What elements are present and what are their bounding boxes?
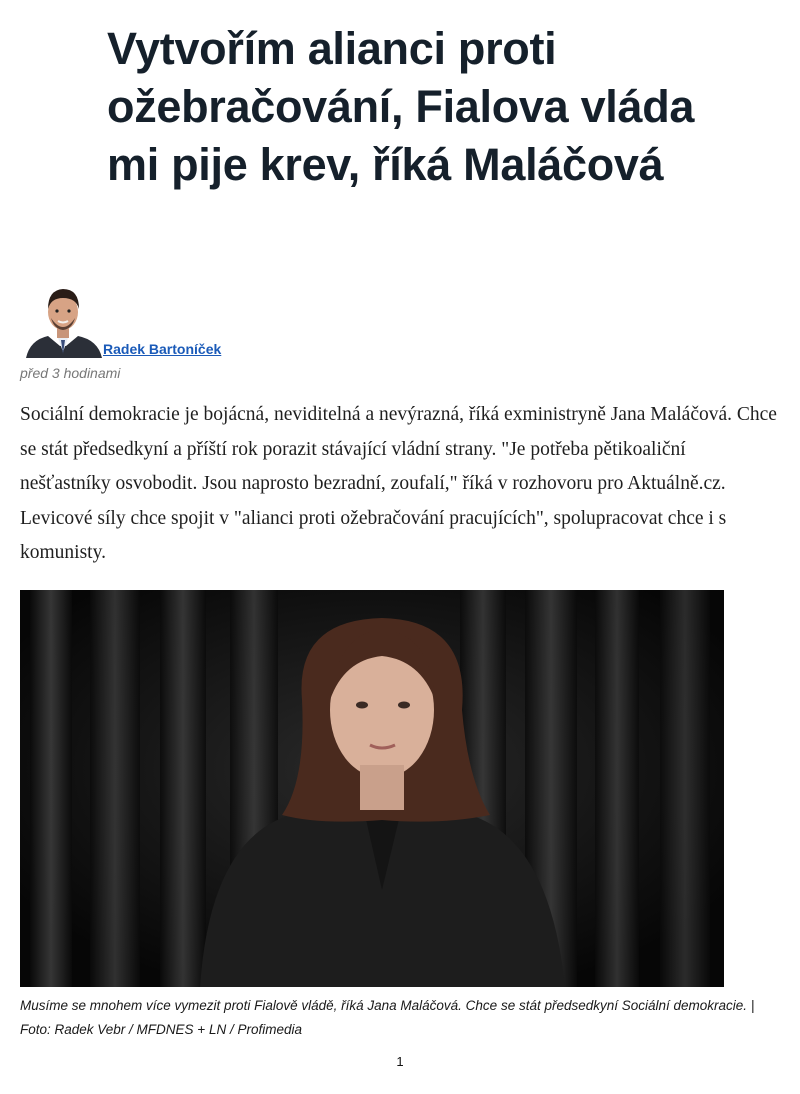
article-photo — [20, 590, 724, 987]
author-portrait-icon — [22, 276, 104, 358]
page-number: 1 — [396, 1054, 404, 1069]
article-title: Vytvořím alianci proti ožebračování, Fialova vláda mi pije krev, říká Maláčová — [107, 23, 695, 190]
author-link[interactable]: Radek Bartoníček — [103, 341, 222, 357]
photo-caption: Musíme se mnohem více vymezit proti Fialově vládě, říká Jana Maláčová. Chce se stát předsedkyní Sociální demokracie. | Foto: Radek Vebr / MFDNES + LN / Profimedia — [20, 998, 755, 1037]
publish-time: před 3 hodinami — [20, 365, 121, 381]
portrait-photo-icon — [20, 590, 724, 987]
article-lead: Sociální demokracie je bojácná, neviditelná a nevýrazná, říká exministryně Jana Maláčová. Chce se stát předsedkyní a příští rok porazit stávající vládní strany. "Je potřeba pětikoaliční nešťastníky osvobodit. Jsou naprosto bezradní, zoufalí," říká v rozhovoru pro Aktuálně.cz. Levicové síly chce spojit v "alianci proti ožebračování pracujících", spolupracovat chce i s komunisty. — [20, 404, 777, 564]
author-avatar[interactable] — [22, 276, 104, 358]
